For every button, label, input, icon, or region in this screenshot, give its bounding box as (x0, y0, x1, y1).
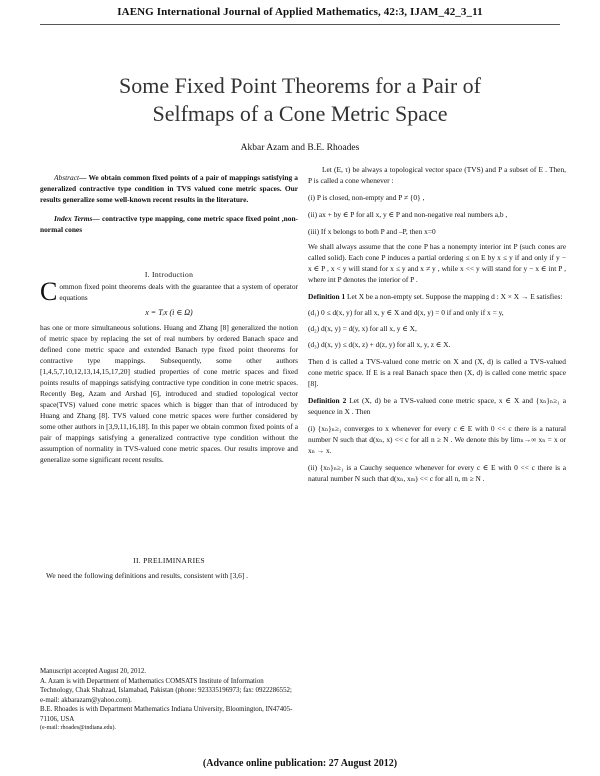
axiom-d1: (d₁) 0 ≤ d(x, y) for all x, y ∈ X and d(x, y) = 0 if and only if x = y, (308, 308, 504, 317)
header-rule (40, 24, 560, 25)
title-line-2: Selfmaps of a Cone Metric Space (152, 101, 448, 126)
introduction-block (40, 277, 298, 465)
intro-line: ommon fixed point theorems deals with the guarantee that a system of operator equations (59, 282, 298, 302)
manuscript-accepted: Manuscript accepted August 20, 2012. (40, 668, 147, 675)
abstract-block (40, 172, 298, 235)
convergence-item: (i) {xₙ}ₙ≥₁ converges to x whenever for every c ∈ E with 0 << c there is a natural number N such that d(xₙ, x) << c for all n ≥ N . We denote this by limₙ→∞ xₙ = x or xₙ → x. (308, 424, 566, 455)
introduction-body: has one or more simultaneous solutions. Huang and Zhang [8] generalized the notion of metric space by replacing the set of real numbers by ordered Banach space and defined cone metric space and extended Banach type fixed point theorems for contractive type mappings. Subsequently, some other authors [1,4,5,7,10,12,13,14,15,17,20] studied properties of cone metric spaces and fixed points results of mappings satisfying contractive type condition in cone metric spaces. Recently Beg, Azam and Arshad [6], introduced and studied topological vector space(TVS) valued cone metric spaces which is bigger than that of introduced by Huang and Zhang [8]. TVS valued cone metric spaces were further considered by some other authors in [3,9,11,16,18]. In this paper we obtain common fixed points of a pair of mappings satisfying a generalized contractive type condition without the assumption of normality in TVS-valued cone metric spaces. Our results improve and generalize some significant recent results. (40, 323, 298, 464)
index-terms-text: — contractive type mapping, cone metric space fixed point ,non-normal cones (40, 214, 299, 234)
cone-condition-iii: (iii) If x belongs to both P and –P, then x=0 (308, 227, 436, 236)
footnote (40, 667, 298, 734)
abstract-text: — We obtain common fixed points of a pair of mappings satisfying a generalized contractive type condition in TVS valued cone metric spaces. Our results generalize some well-known recent results in the literature. (40, 173, 298, 204)
journal-header: IAENG International Journal of Applied Mathematics, 42:3, IJAM_42_3_11 (117, 6, 483, 18)
cone-metric-definition: Then d is called a TVS-valued cone metric on X and (X, d) is called a TVS-valued cone metric space. If E is a real Banach space then (X, d) is called cone metric space [8]. (308, 357, 566, 388)
index-terms-label: Index Terms (54, 214, 93, 223)
paper-title (60, 72, 540, 128)
definition-2-label: Definition 2 (308, 396, 347, 405)
abstract-label: Abstract (54, 173, 80, 182)
cone-condition-i: (i) P is closed, non-empty and P ≠ {0} , (308, 193, 425, 202)
section-2-heading: II. PRELIMINARIES (133, 556, 205, 565)
dropcap: C (40, 277, 58, 306)
axiom-d3: (d₃) d(x, y) ≤ d(x, z) + d(z, y) for all x, y, z ∈ X. (308, 340, 451, 349)
definition-1-label: Definition 1 (308, 292, 346, 301)
author1-affiliation: A. Azam is with Department of Mathematics COMSATS Institute of Information Technology, Chak Shahzad, Islamabad, Pakistan (phone: 923335196973; fax: 0922286552; e-mail: akbarazam@yahoo.com). (40, 677, 292, 704)
operator-equation: x = Tᵢx (i ∈ Ω) (145, 308, 193, 317)
author2-email: (e-mail: rhoades@indiana.edu). (40, 725, 116, 731)
authors: Akbar Azam and B.E. Rhoades (240, 143, 360, 153)
partial-ordering: We shall always assume that the cone P has a nonempty interior int P (such cones are called solid). Each cone P induces a partial ordering ≤ on E by x ≤ y if and only if y − x ∈ P , x < y will stand for x ≤ y and x ≠ y , while x << y will stand for y − x ∈ int P , where int P denotes the interior of P . (308, 242, 566, 284)
axiom-d2: (d₂) d(x, y) = d(y, x) for all x, y ∈ X, (308, 324, 417, 333)
definition-1-text: Let X be a non-empty set. Suppose the mapping d : X × X → E satisfies: (347, 292, 563, 301)
cone-condition-ii: (ii) ax + by ∈ P for all x, y ∈ P and non-negative real numbers a,b , (308, 210, 508, 219)
advance-publication: (Advance online publication: 27 August 2012) (202, 758, 398, 769)
definition-2-text: Let (X, d) be a TVS-valued cone metric space, x ∈ X and {xₙ}ₙ≥₁ a sequence in X . Then (308, 396, 566, 416)
cone-intro: Let (E, τ) be always a topological vector space (TVS) and P a subset of E . Then, P is called a cone whenever : (308, 165, 566, 185)
author2-affiliation: B.E. Rhoades is with Department Mathematics Indiana University, Bloomington, IN47405-71106, USA (40, 706, 293, 723)
cauchy-item: (ii) {xₙ}ₙ≥₁ is a Cauchy sequence whenever for every c ∈ E with 0 << c there is a natural number N such that d(xₙ, xₘ) << c for all n, m ≥ N . (308, 463, 566, 483)
right-column (308, 164, 566, 484)
section-1-heading: I. Introduction (144, 270, 194, 279)
preliminaries-text: We need the following definitions and results, consistent with [3,6] . (46, 571, 248, 580)
title-line-1: Some Fixed Point Theorems for a Pair of (119, 73, 481, 98)
